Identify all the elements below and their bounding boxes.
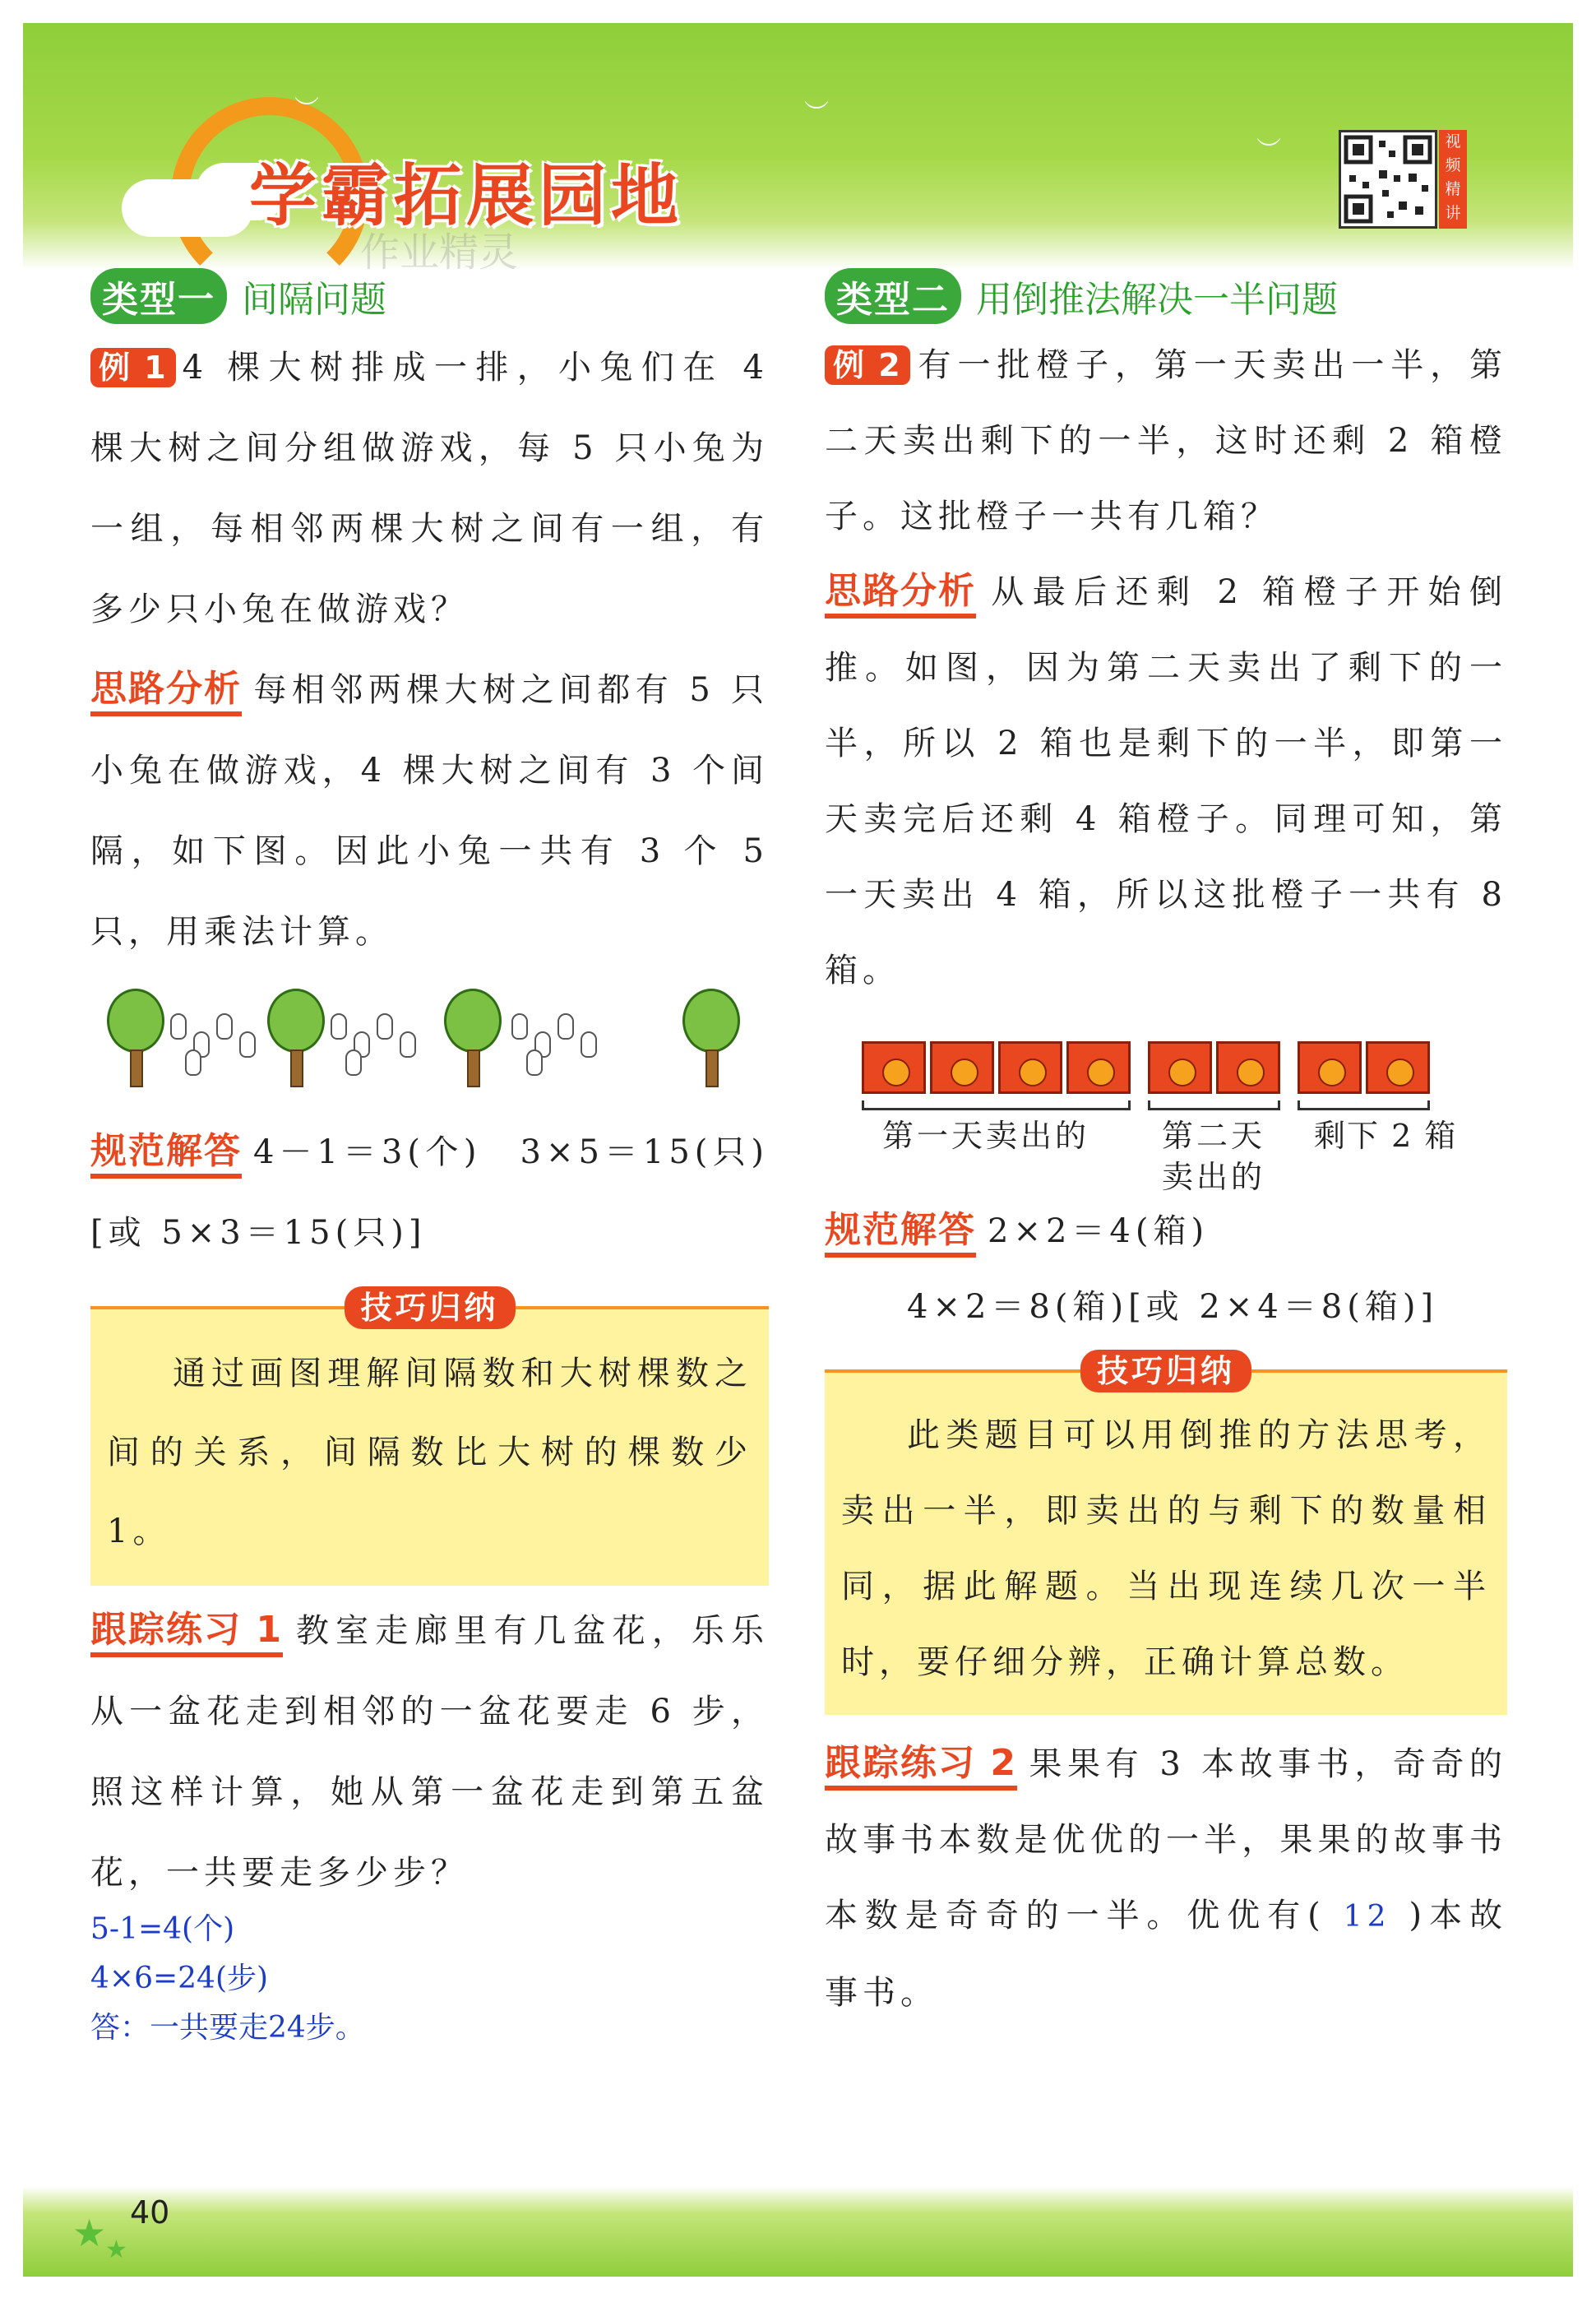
solution-block (90, 1112, 769, 1273)
page-title: 学霸拓展园地 (249, 157, 684, 235)
bird-icon: ︶ (1256, 137, 1281, 165)
practice-label: 跟踪练习 1 (90, 1608, 283, 1657)
page-number: 40 (130, 2194, 170, 2231)
practice-block (825, 1726, 1507, 2031)
analysis-text: 从最后还剩 2 箱橙子开始倒推。如图，因为第二天卖出了剩下的一半，所以 2 箱也是剩下的一半，即第一天卖完后还剩 4 箱橙子。同理可知，第一天卖出 4 箱，所以这批橙子一共有 8 箱。 (825, 573, 1507, 989)
tips-box (90, 1290, 769, 1586)
brace-remaining (1298, 1100, 1430, 1110)
type-badge: 类型二 (825, 268, 961, 324)
type-heading (90, 270, 386, 322)
solution-line1: 2×2＝4(箱) (988, 1212, 1210, 1250)
solution-block (825, 1193, 1507, 1269)
solution-text: 4－1＝3(个) 3×5＝15(只)[或 5×3＝15(只)] (90, 1133, 769, 1252)
type-title: 间隔问题 (242, 279, 386, 321)
handwritten-answers (90, 1905, 769, 2053)
example-block (90, 327, 769, 650)
type-title: 用倒推法解决一半问题 (976, 279, 1338, 321)
star-icon: ★ (105, 2235, 127, 2264)
practice-text-end: )本故事书。 (825, 1897, 1508, 2012)
bunny-group (329, 1013, 423, 1079)
tips-text: 此类题目可以用倒推的方法思考，卖出一半，即卖出的与剩下的数量相同，据此解题。当出现连续几次一半时，要仔细分辨，正确计算总数。 (841, 1416, 1491, 1681)
practice-text: 教室走廊里有几盆花，乐乐从一盆花走到相邻的一盆花要走 6 步，照这样计算，她从第一盆花走到第五盆花，一共要走多少步？ (90, 1612, 769, 1892)
remaining-label: 剩下 2 箱 (1314, 1118, 1458, 1154)
orange-box-icon (930, 1041, 994, 1094)
qr-code-icon[interactable] (1339, 130, 1437, 229)
video-label-char: 频 (1445, 156, 1461, 174)
brace-second-day (1148, 1100, 1280, 1110)
orange-box-icon (1366, 1041, 1430, 1094)
example-text: 4 棵大树排成一排，小兔们在 4 棵大树之间分组做游戏，每 5 只小兔为一组，每相邻两棵大树之间有一组，有多少只小兔在做游戏？ (90, 349, 769, 628)
tips-tag: 技巧归纳 (1080, 1350, 1251, 1392)
type-heading (825, 270, 1338, 322)
analysis-label: 思路分析 (90, 667, 242, 716)
example-tag: 例 2 (825, 345, 910, 385)
example-tag: 例 1 (90, 348, 176, 387)
analysis-block (90, 650, 769, 972)
bunny-group (510, 1013, 604, 1079)
second-day-label-2: 卖出的 (1162, 1159, 1266, 1195)
video-label-char: 讲 (1445, 204, 1461, 222)
practice-label: 跟踪练习 2 (825, 1741, 1017, 1791)
analysis-block (825, 554, 1507, 1008)
orange-box-icon (998, 1041, 1062, 1094)
trees-bunnies-illustration (90, 989, 769, 1087)
orange-box-icon (1066, 1041, 1131, 1094)
solution-label: 规范解答 (90, 1129, 242, 1179)
header-banner (23, 23, 1573, 270)
answer-line: 4×6=24(步) (90, 1962, 269, 1995)
answer-line: 5-1=4(个) (90, 1912, 235, 1946)
video-lesson-label[interactable] (1439, 130, 1467, 229)
orange-box-icon (1148, 1041, 1212, 1094)
answer-blank[interactable]: 12 (1343, 1900, 1391, 1934)
bird-icon: ︶ (804, 100, 829, 128)
orange-boxes-diagram (825, 1041, 1507, 1193)
tree-icon (444, 989, 502, 1087)
tips-text: 通过画图理解间隔数和大树棵数之间的关系，间隔数比大树的棵数少 1。 (107, 1355, 752, 1550)
analysis-label: 思路分析 (825, 569, 976, 619)
bird-icon: ︶ (294, 95, 319, 124)
video-label-char: 视 (1445, 132, 1461, 151)
tree-icon (682, 989, 740, 1087)
orange-box-icon (1216, 1041, 1280, 1094)
watermark: 作业精灵 (360, 229, 519, 276)
example-text: 有一批橙子，第一天卖出一半，第二天卖出剩下的一半，这时还剩 2 箱橙子。这批橙子一共有几箱？ (825, 346, 1507, 535)
second-day-label: 第二天 (1162, 1118, 1266, 1154)
brace-first-day (862, 1100, 1131, 1110)
practice-text: 果果有 3 本故事书，奇奇的故事书本数是优优的一半，果果的故事书本数是奇奇的一半。优优有( (825, 1745, 1507, 1934)
type-badge: 类型一 (90, 268, 227, 324)
left-column (90, 270, 769, 2053)
video-label-char: 精 (1445, 180, 1461, 198)
bunny-group (169, 1013, 263, 1079)
tips-box (825, 1353, 1507, 1715)
practice-block (90, 1591, 769, 1913)
tips-tag: 技巧归纳 (344, 1286, 515, 1329)
analysis-text: 每相邻两棵大树之间都有 5 只小兔在做游戏，4 棵大树之间有 3 个间隔，如下图。因此小兔一共有 3 个 5 只，用乘法计算。 (90, 671, 769, 951)
answer-line: 答：一共要走24步。 (90, 2011, 365, 2045)
tree-icon (267, 989, 325, 1087)
tree-icon (107, 989, 164, 1087)
footer-band (23, 2186, 1573, 2277)
right-column (825, 270, 1507, 2031)
textbook-page (23, 23, 1573, 2277)
orange-box-icon (862, 1041, 926, 1094)
star-icon: ★ (72, 2211, 107, 2255)
first-day-label: 第一天卖出的 (882, 1118, 1090, 1154)
solution-line2: 4×2＝8(箱)[或 2×4＝8(箱)] (907, 1288, 1439, 1326)
example-block (825, 327, 1507, 554)
orange-box-icon (1298, 1041, 1362, 1094)
solution-label: 规范解答 (825, 1208, 976, 1258)
